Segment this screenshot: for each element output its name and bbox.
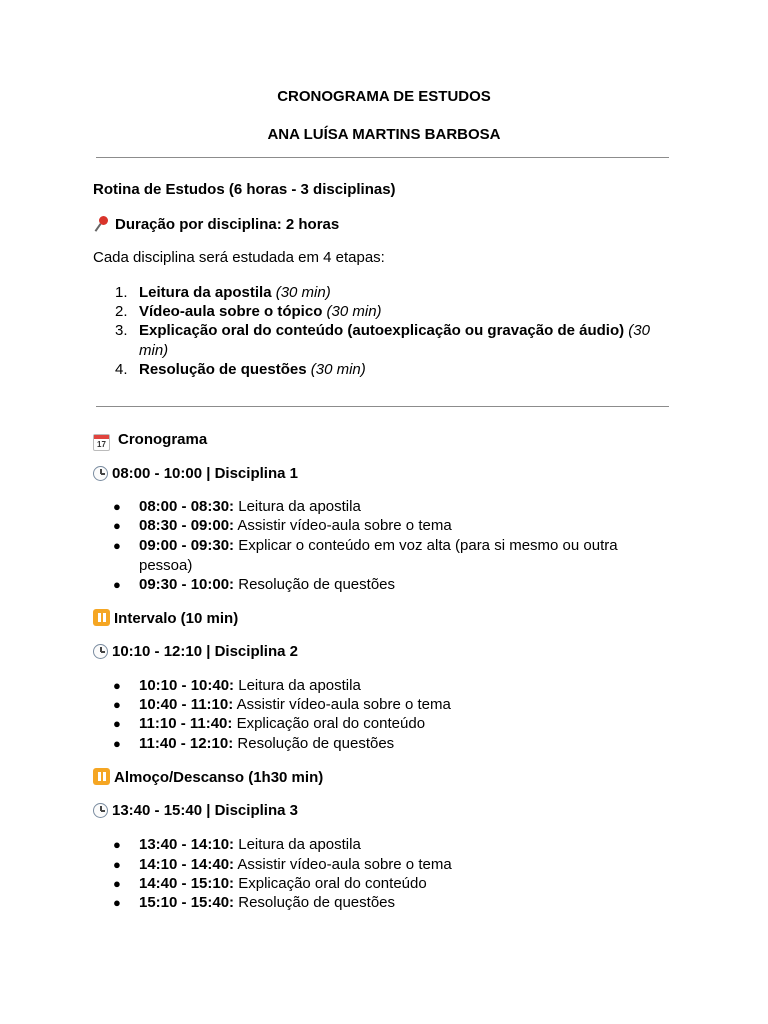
break-2: [93, 768, 323, 786]
bullet: ●: [113, 697, 121, 712]
stage-label: Explicação oral do conteúdo (autoexplicação ou gravação de áudio): [139, 322, 625, 339]
duration-text: Duração por disciplina: 2 horas: [115, 216, 340, 233]
routine-heading: Rotina de Estudos (6 horas - 3 disciplinas): [93, 181, 396, 198]
break-1: [93, 609, 238, 627]
activity: Resolução de questões: [233, 735, 395, 752]
divider: [96, 406, 669, 407]
bullet: ●: [113, 736, 121, 751]
activity: Explicar o conteúdo em voz alta (para si mesmo ou outra pessoa): [139, 537, 618, 574]
block-3-heading: [93, 802, 298, 819]
bullet: ●: [113, 678, 121, 693]
break-label: Almoço/Descanso (1h30 min): [114, 769, 324, 786]
list-number: 2.: [115, 303, 128, 320]
pushpin-icon: [93, 215, 111, 233]
list-number: 1.: [115, 284, 128, 301]
stage-duration: (30 min): [322, 303, 382, 320]
calendar-icon: 17: [93, 434, 110, 451]
time-range: 10:10 - 10:40:: [139, 677, 235, 694]
clock-icon: [93, 466, 108, 481]
time-range: 09:00 - 09:30:: [139, 537, 235, 554]
schedule-heading: Cronograma: [118, 431, 208, 448]
clock-icon: [93, 803, 108, 818]
time-range: 11:10 - 11:40:: [139, 715, 233, 732]
document-title: CRONOGRAMA DE ESTUDOS: [277, 88, 491, 105]
bullet: ●: [113, 895, 121, 910]
activity: Resolução de questões: [234, 576, 396, 593]
stage-label: Resolução de questões: [139, 361, 307, 378]
stages-intro: Cada disciplina será estudada em 4 etapas:: [93, 249, 385, 266]
bullet: ●: [113, 499, 121, 514]
bullet: ●: [113, 876, 121, 891]
stage-duration: (30 min): [139, 322, 650, 359]
stage-label: Vídeo-aula sobre o tópico: [139, 303, 323, 320]
bullet: ●: [113, 857, 121, 872]
pause-icon: [93, 768, 110, 785]
pause-icon: [93, 609, 110, 626]
activity: Assistir vídeo-aula sobre o tema: [234, 856, 452, 873]
activity: Assistir vídeo-aula sobre o tema: [233, 696, 451, 713]
stage-duration: (30 min): [306, 361, 366, 378]
bullet: ●: [113, 577, 121, 592]
block-title: 13:40 - 15:40 | Disciplina 3: [112, 802, 298, 819]
activity: Explicação oral do conteúdo: [232, 715, 426, 732]
block-title: 08:00 - 10:00 | Disciplina 1: [112, 465, 298, 482]
time-range: 08:00 - 08:30:: [139, 498, 235, 515]
activity: Leitura da apostila: [234, 498, 361, 515]
block-title: 10:10 - 12:10 | Disciplina 2: [112, 643, 298, 660]
time-range: 11:40 - 12:10:: [139, 735, 234, 752]
time-range: 13:40 - 14:10:: [139, 836, 235, 853]
clock-icon: [93, 644, 108, 659]
bullet: ●: [113, 716, 121, 731]
list-number: 4.: [115, 361, 128, 378]
activity: Resolução de questões: [234, 894, 396, 911]
activity: Explicação oral do conteúdo: [234, 875, 427, 892]
block-2-heading: [93, 643, 298, 660]
time-range: 08:30 - 09:00:: [139, 517, 235, 534]
stage-duration: (30 min): [271, 284, 331, 301]
time-range: 14:10 - 14:40:: [139, 856, 235, 873]
stage-label: Leitura da apostila: [139, 284, 272, 301]
time-range: 09:30 - 10:00:: [139, 576, 235, 593]
divider: [96, 157, 669, 158]
bullet: ●: [113, 837, 121, 852]
student-name: ANA LUÍSA MARTINS BARBOSA: [267, 126, 501, 143]
time-range: 15:10 - 15:40:: [139, 894, 235, 911]
list-number: 3.: [115, 322, 128, 339]
activity: Assistir vídeo-aula sobre o tema: [234, 517, 452, 534]
block-1-heading: [93, 465, 298, 482]
schedule-heading-line: [93, 431, 207, 451]
bullet: ●: [113, 538, 121, 553]
duration-line: [93, 215, 339, 233]
activity: Leitura da apostila: [234, 836, 361, 853]
activity: Leitura da apostila: [234, 677, 361, 694]
bullet: ●: [113, 518, 121, 533]
time-range: 10:40 - 11:10:: [139, 696, 234, 713]
break-label: Intervalo (10 min): [114, 610, 239, 627]
time-range: 14:40 - 15:10:: [139, 875, 235, 892]
